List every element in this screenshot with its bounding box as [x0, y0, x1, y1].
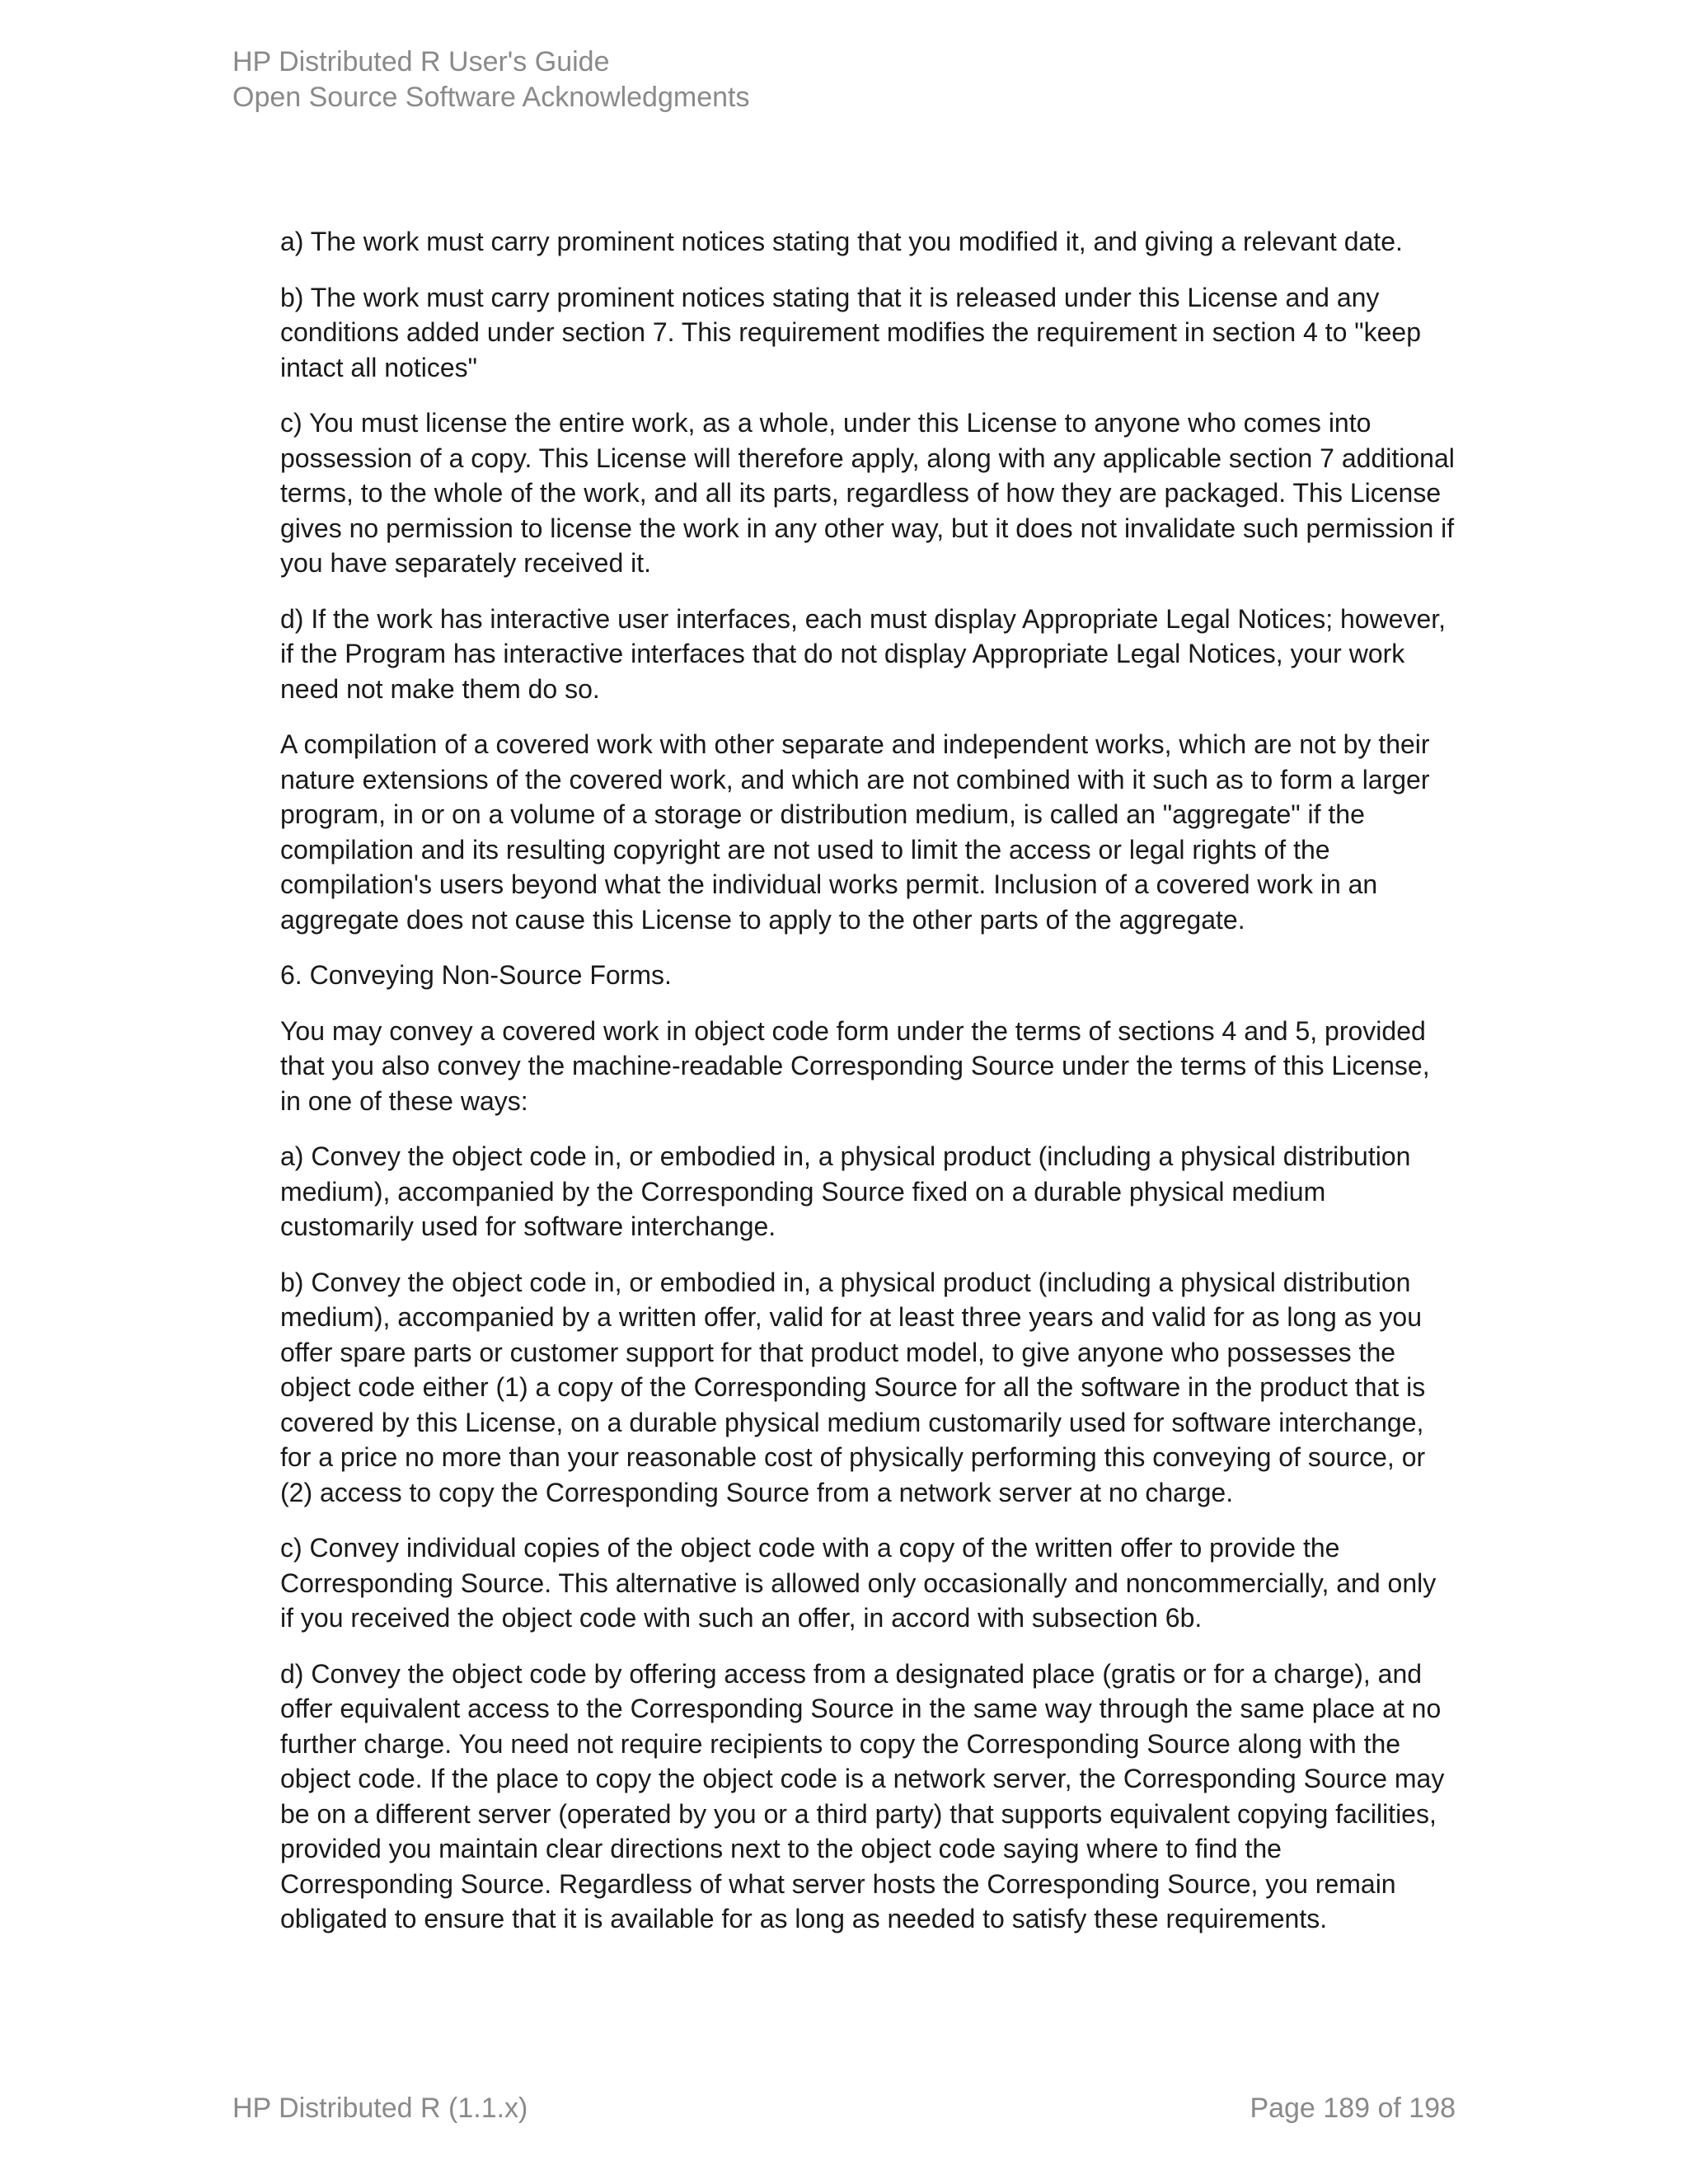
footer-product: HP Distributed R (1.1.x)	[232, 2093, 528, 2124]
section-heading-6: 6. Conveying Non-Source Forms.	[280, 960, 672, 990]
paragraph-c-license-entire-work: c) You must license the entire work, as a whole, under this License to anyone who comes into possession of a copy. This License will therefore apply, along with any applicable section 7 additional terms, to the whole of the work, and all its parts, regardless of how they are packaged. This License gives no permission to license the work in any other way, but it does not invalidate such permission if you have separately received it.	[280, 408, 1455, 578]
document-title: HP Distributed R User's Guide	[232, 46, 610, 77]
paragraph-b-license-notice: b) The work must carry prominent notices stating that it is released under this License and any conditions added under section 7. This requirement modifies the requirement in section 4 to "keep intact all notices"	[280, 282, 1422, 382]
body-text	[280, 224, 1455, 1957]
section-title: Open Source Software Acknowledgments	[232, 82, 750, 113]
paragraph-convey-object-code: You may convey a covered work in object code form under the terms of sections 4 and 5, provided that you also convey the machine-readable Corresponding Source under the terms of this License, in one of these ways:	[280, 1015, 1430, 1116]
paragraph-6c: c) Convey individual copies of the object code with a copy of the written offer to provide the Corresponding Source. This alternative is allowed only occasionally and noncommercially, and only if you received the object code with such an offer, in accord with subsection 6b.	[280, 1533, 1437, 1633]
paragraph-d-legal-notices: d) If the work has interactive user interfaces, each must display Appropriate Legal Notices; however, if the Program has interactive interfaces that do not display Appropriate Legal Notices, your work need not make them do so.	[280, 603, 1447, 704]
paragraph-6d: d) Convey the object code by offering access from a designated place (gratis or for a charge), and offer equivalent access to the Corresponding Source in the same way through the same place at no further charge. You need not require recipients to copy the Corresponding Source along with the object code. If the place to copy the object code is a network server, the Corresponding Source may be on a different server (operated by you or a third party) that supports equivalent copying facilities, provided you maintain clear directions next to the object code saying where to find the Corresponding Source. Regardless of what server hosts the Corresponding Source, you remain obligated to ensure that it is available for as long as needed to satisfy these requirements.	[280, 1658, 1445, 1933]
page-header	[232, 45, 749, 115]
paragraph-6b: b) Convey the object code in, or embodied in, a physical product (including a physical distribution medium), accompanied by a written offer, valid for at least three years and valid for as long as you offer spare parts or customer support for that product model, to give anyone who possesses the object code either (1) a copy of the Corresponding Source for all the software in the product that is covered by this License, on a durable physical medium customarily used for software interchange, for a price no more than your reasonable cost of physically performing this conveying of source, or (2) access to copy the Corresponding Source from a network server at no charge.	[280, 1267, 1426, 1507]
paragraph-aggregate: A compilation of a covered work with other separate and independent works, which are not by their nature extensions of the covered work, and which are not combined with it such as to form a larger program, in or on a volume of a storage or distribution medium, is called an "aggregate" if the compilation and its resulting copyright are not used to limit the access or legal rights of the compilation's users beyond what the individual works permit. Inclusion of a covered work in an aggregate does not cause this License to apply to the other parts of the aggregate.	[280, 729, 1430, 935]
page-number: Page 189 of 198	[1250, 2093, 1456, 2124]
paragraph-a-modified-notice: a) The work must carry prominent notices stating that you modified it, and giving a relevant date.	[280, 227, 1403, 256]
paragraph-6a: a) Convey the object code in, or embodied in, a physical product (including a physical distribution medium), accompanied by the Corresponding Source fixed on a durable physical medium customarily used for software interchange.	[280, 1141, 1411, 1241]
page-footer	[232, 2091, 1456, 2126]
